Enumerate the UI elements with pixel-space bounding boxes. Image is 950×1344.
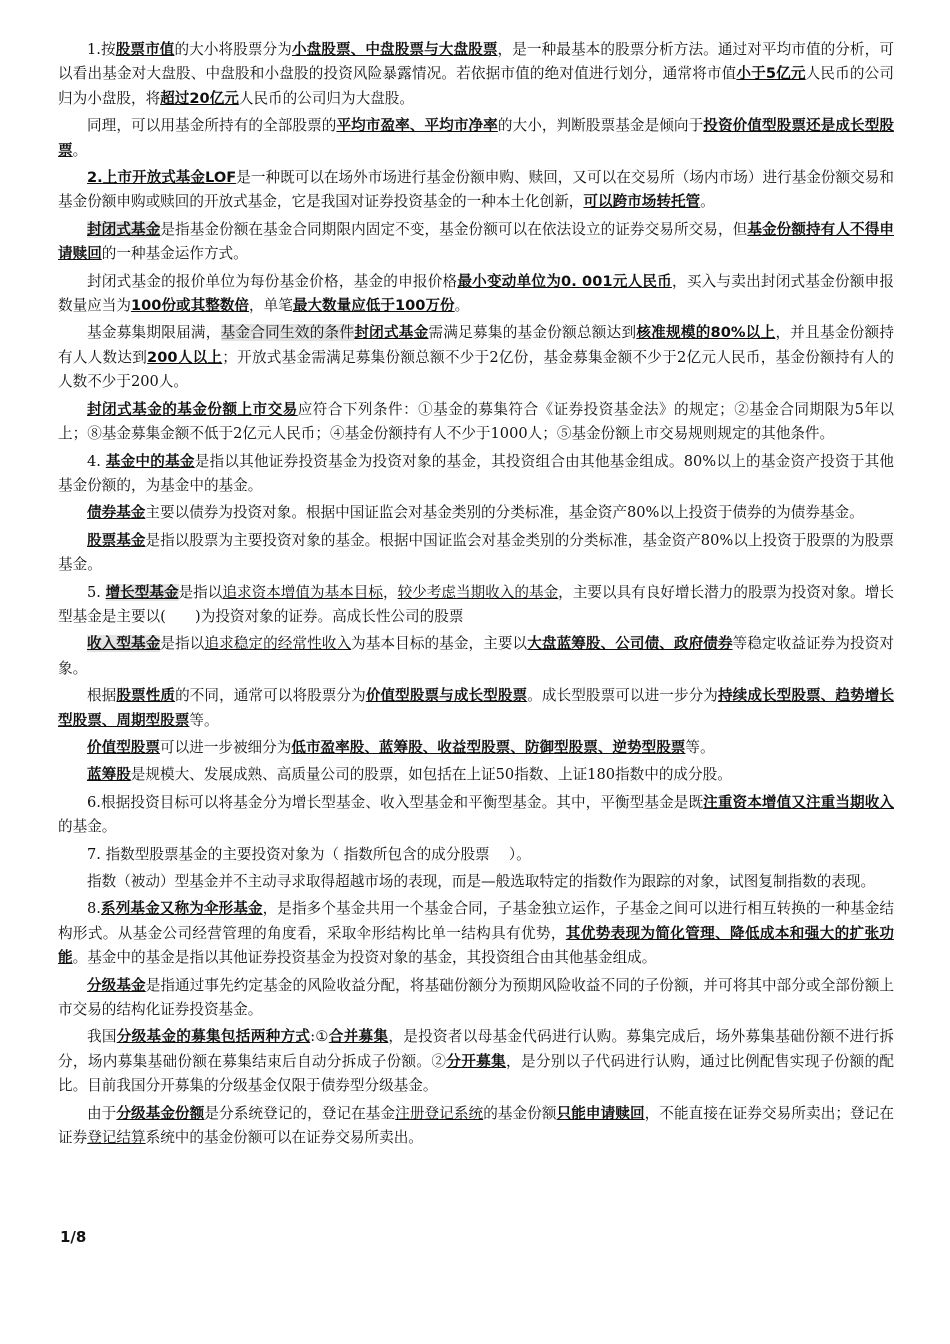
text-run: 由于 bbox=[87, 1104, 117, 1122]
text-run: ；开放式基金需满足募集份额总额不少于2亿份，基金募集金额不少于2亿元人民币，基金份额持有人的人数不少于200人。 bbox=[58, 348, 895, 391]
text-run: 的不同，通常可以将股票分为 bbox=[175, 687, 366, 705]
text-run: ，并且基金份额持有人人数达到 bbox=[58, 324, 894, 366]
emphasis-term: 价值型股票 bbox=[87, 738, 160, 756]
paragraph bbox=[58, 38, 894, 111]
emphasis-term: 最小变动单位为0. 001元人民币 bbox=[457, 272, 672, 290]
emphasis-term: 其优势表现为简化管理、降低成本和强大的扩张功能 bbox=[58, 924, 894, 967]
text-run: 。 bbox=[700, 193, 715, 211]
text-run: 系统中的基金份额可以在证券交易所卖出。 bbox=[145, 1129, 423, 1147]
text-run: 是指以 bbox=[160, 635, 205, 653]
emphasis-term: 封闭式基金的基金份额上市交易 bbox=[87, 400, 298, 418]
paragraph bbox=[58, 270, 894, 319]
emphasis-term: 只能申请赎回 bbox=[556, 1104, 645, 1122]
text-run: ，主要以具有良好增长潜力的股票为投资对象。增长型基金是主要以( )为投资对象的证券。高成长性公司的股票 bbox=[58, 583, 894, 625]
text-run: 根据 bbox=[87, 687, 117, 705]
text-run: 应符合下列条件：①基金的募集符合《证券投资基金法》的规定；②基金合同期限为5年以上；⑧基金募集金额不低于2亿元人民币；④基金份额持有人不少于1000人；⑤基金份额上市交易规则规定的其他条件。 bbox=[58, 400, 894, 443]
text-run: 的基金。 bbox=[58, 818, 117, 836]
paragraph bbox=[58, 321, 894, 394]
text-run: ，是指多个基金共用一个基金合同，子基金独立运作，子基金之间可以进行相互转换的一种基金结构形式。从基金公司经营管理的角度看，采取伞形结构比单一结构具有优势， bbox=[58, 900, 894, 942]
paragraph bbox=[58, 736, 894, 760]
emphasis-term: 注重资本增值又注重当期收入 bbox=[703, 793, 894, 811]
emphasis-term: 债券基金 bbox=[87, 504, 146, 522]
text-run: 我国 bbox=[87, 1028, 117, 1046]
page-number: 1/8 bbox=[60, 1228, 87, 1246]
emphasis-term: 收入型基金 bbox=[87, 635, 161, 653]
emphasis-term: 基金份额持有人不得申请赎回 bbox=[58, 220, 894, 263]
text-run: 的大小，判断股票基金是倾向于 bbox=[497, 117, 704, 135]
text-run: 基金募集期限届满， bbox=[87, 324, 221, 342]
emphasis-term: 2.上市开放式基金LOF bbox=[87, 169, 237, 187]
text-run: 是指以其他证券投资基金为投资对象的基金，其投资组合由其他基金组成。80%以上的基金资产投资于其他基金份额的，为基金中的基金。 bbox=[58, 452, 894, 494]
text-run: ，买入与卖出封闭式基金份额申报数量应当为 bbox=[58, 272, 894, 315]
paragraph bbox=[58, 398, 894, 447]
text-run: 为基本目标的基金，主要以 bbox=[351, 635, 528, 653]
emphasis-term: 蓝筹股 bbox=[87, 766, 131, 784]
text-run: 6.根据投资目标可以将基金分为增长型基金、收入型基金和平衡型基金。其中，平衡型基金是既 bbox=[87, 793, 704, 811]
emphasis-term: 合并募集 bbox=[328, 1028, 389, 1046]
text-run: 1.按 bbox=[87, 41, 116, 58]
text-run: 同理，可以用基金所持有的全部股票的 bbox=[87, 117, 337, 135]
paragraph bbox=[58, 791, 894, 840]
emphasis-term: 股票基金 bbox=[87, 531, 146, 549]
text-run: ，不能直接在证券交易所卖出；登记在证券 bbox=[58, 1104, 894, 1147]
text-run: 等。 bbox=[189, 711, 219, 729]
text-run: ，单笔 bbox=[249, 297, 293, 315]
paragraph bbox=[58, 218, 894, 267]
paragraph bbox=[58, 897, 894, 970]
text-run: 5. bbox=[87, 583, 106, 601]
text-run: 8. bbox=[87, 900, 101, 918]
text-run: 是指以 bbox=[178, 583, 223, 601]
text-run: 4. bbox=[87, 452, 106, 470]
text-run: 主要以债券为投资对象。根据中国证监会对基金类别的分类标准，基金资产80%以上投资于债券的为债券基金。 bbox=[145, 504, 864, 522]
paragraph bbox=[58, 843, 894, 867]
underlined-text: 基金合同生效的条件 bbox=[220, 324, 355, 342]
paragraph bbox=[58, 114, 894, 163]
text-run: 是规模大、发展成熟、高质量公司的股票，如包括在上证50指数、上证180指数中的成分股。 bbox=[130, 766, 732, 784]
underlined-text: 登记结算 bbox=[87, 1129, 146, 1147]
paragraph bbox=[58, 763, 894, 787]
paragraph bbox=[58, 870, 894, 894]
emphasis-term: 分级基金份额 bbox=[116, 1104, 205, 1122]
emphasis-term: 低市盈率股、蓝筹股、收益型股票、防御型股票、逆势型股票 bbox=[291, 738, 686, 756]
text-run: 的一种基金运作方式。 bbox=[101, 245, 248, 263]
paragraph bbox=[58, 529, 894, 578]
emphasis-term: 最大数量应低于100万份 bbox=[292, 297, 455, 315]
emphasis-term: 持续成长型股票、趋势增长型股票、周期型股票 bbox=[58, 687, 894, 729]
emphasis-term: 基金中的基金 bbox=[105, 452, 195, 470]
text-run: ，是一种最基本的股票分析方法。通过对平均市值的分析，可以看出基金对大盘股、中盘股和小盘股的投资风险暴露情况。若依据市值的绝对值进行划分，通常将市值 bbox=[58, 41, 894, 83]
emphasis-term: 平均市盈率、平均市净率 bbox=[336, 117, 498, 135]
emphasis-term: 系列基金又称为伞形基金 bbox=[100, 900, 263, 918]
emphasis-term: 封闭式基金 bbox=[354, 324, 429, 342]
underlined-text: 注册登记系统 bbox=[395, 1104, 484, 1122]
paragraph bbox=[58, 581, 894, 630]
emphasis-term: 股票市值 bbox=[115, 41, 175, 58]
emphasis-term: 200人以上 bbox=[147, 348, 223, 366]
text-run: 。基金中的基金是指以其他证券投资基金为投资对象的基金，其投资组合由其他基金组成。 bbox=[72, 949, 657, 967]
text-run: ，是投资者以母基金代码进行认购。募集完成后，场外募集基础份额不进行拆分，场内募集基础份额在募集结束后自动分拆成子份额。② bbox=[58, 1028, 894, 1070]
paragraph bbox=[58, 684, 894, 733]
emphasis-term: 核准规模的80%以上 bbox=[636, 324, 776, 342]
paragraph bbox=[58, 166, 894, 215]
text-run: 的大小将股票分为 bbox=[174, 41, 292, 58]
text-run: 人民币的公司归为小盘股，将 bbox=[58, 65, 894, 107]
text-run: 。 bbox=[454, 297, 470, 315]
paragraph bbox=[58, 501, 894, 525]
text-run: 等稳定收益证券为投资对象。 bbox=[58, 635, 894, 677]
underlined-text: 追求资本增值为基本目标 bbox=[222, 583, 383, 601]
text-run: 可以进一步被细分为 bbox=[159, 738, 292, 756]
text-run: 。 bbox=[72, 141, 88, 159]
emphasis-term: 分级基金 bbox=[87, 976, 146, 994]
paragraph bbox=[58, 974, 894, 1023]
text-run: 人民币的公司归为大盘股。 bbox=[238, 89, 414, 107]
paragraph bbox=[58, 1102, 894, 1151]
text-run: ，是分别以子代码进行认购，通过比例配售实现子份额的配比。目前我国分开募集的分级基金仅限于债券型分级基金。 bbox=[58, 1052, 894, 1095]
emphasis-term: 小于5亿元 bbox=[736, 65, 806, 83]
emphasis-term: 小盘股票、中盘股票与大盘股票 bbox=[291, 41, 498, 58]
paragraph bbox=[58, 1025, 894, 1098]
emphasis-term: 分开募集 bbox=[446, 1052, 507, 1070]
document-body bbox=[58, 38, 894, 1150]
emphasis-term: 价值型股票与成长型股票 bbox=[365, 687, 528, 705]
text-run: 的基金份额 bbox=[483, 1104, 557, 1122]
text-run: 封闭式基金的报价单位为每份基金价格，基金的申报价格 bbox=[87, 272, 458, 290]
underlined-text: 追求稳定的经常性收入 bbox=[204, 635, 352, 653]
text-run: 是指基金份额在基金合同期限内固定不变，基金份额可以在依法设立的证券交易所交易，但 bbox=[160, 220, 748, 238]
emphasis-term: 大盘蓝筹股、公司债、政府债券 bbox=[527, 635, 733, 653]
emphasis-term: 100份或其整数倍 bbox=[130, 297, 250, 315]
text-run: 是指以股票为主要投资对象的基金。根据中国证监会对基金类别的分类标准，基金资产80%以上投资于股票的为股票基金。 bbox=[58, 531, 894, 574]
text-run: 需满足募集的基金份额总额达到 bbox=[428, 324, 637, 342]
text-run: 。成长型股票可以进一步分为 bbox=[527, 687, 718, 705]
text-run: 是分系统登记的，登记在基金 bbox=[204, 1104, 396, 1122]
emphasis-term: 增长型基金 bbox=[105, 583, 179, 601]
text-run: 等。 bbox=[685, 738, 715, 756]
text-run: :① bbox=[310, 1028, 329, 1046]
underlined-text: 较少考虑当期收入的基金 bbox=[397, 583, 559, 601]
emphasis-term: 投资价值型股票还是成长型股票 bbox=[58, 117, 894, 159]
text-run: 是一种既可以在场外市场进行基金份额申购、赎回，又可以在交易所（场内市场）进行基金份额交易和基金份额申购或赎回的开放式基金，它是我国对证券投资基金的一种本土化创新， bbox=[58, 169, 894, 211]
paragraph bbox=[58, 632, 894, 681]
emphasis-term: 分级基金的募集包括两种方式 bbox=[116, 1028, 311, 1046]
text-run: 指数（被动）型基金并不主动寻求取得超越市场的表现，而是—般选取特定的指数作为跟踪的对象，试图复制指数的表现。 bbox=[87, 873, 876, 890]
paragraph bbox=[58, 450, 894, 499]
emphasis-term: 股票性质 bbox=[116, 687, 176, 705]
text-run: ， bbox=[382, 583, 398, 601]
emphasis-term: 可以跨市场转托管 bbox=[583, 193, 701, 211]
emphasis-term: 封闭式基金 bbox=[87, 220, 161, 238]
emphasis-term: 超过20亿元 bbox=[160, 89, 239, 107]
text-run: 7. 指数型股票基金的主要投资对象为（ 指数所包含的成分股票 ）。 bbox=[87, 845, 531, 863]
text-run: 是指通过事先约定基金的风险收益分配，将基础份额分为预期风险收益不同的子份额，并可将其中部分或全部份额上市交易的结构化证券投资基金。 bbox=[58, 976, 894, 1019]
